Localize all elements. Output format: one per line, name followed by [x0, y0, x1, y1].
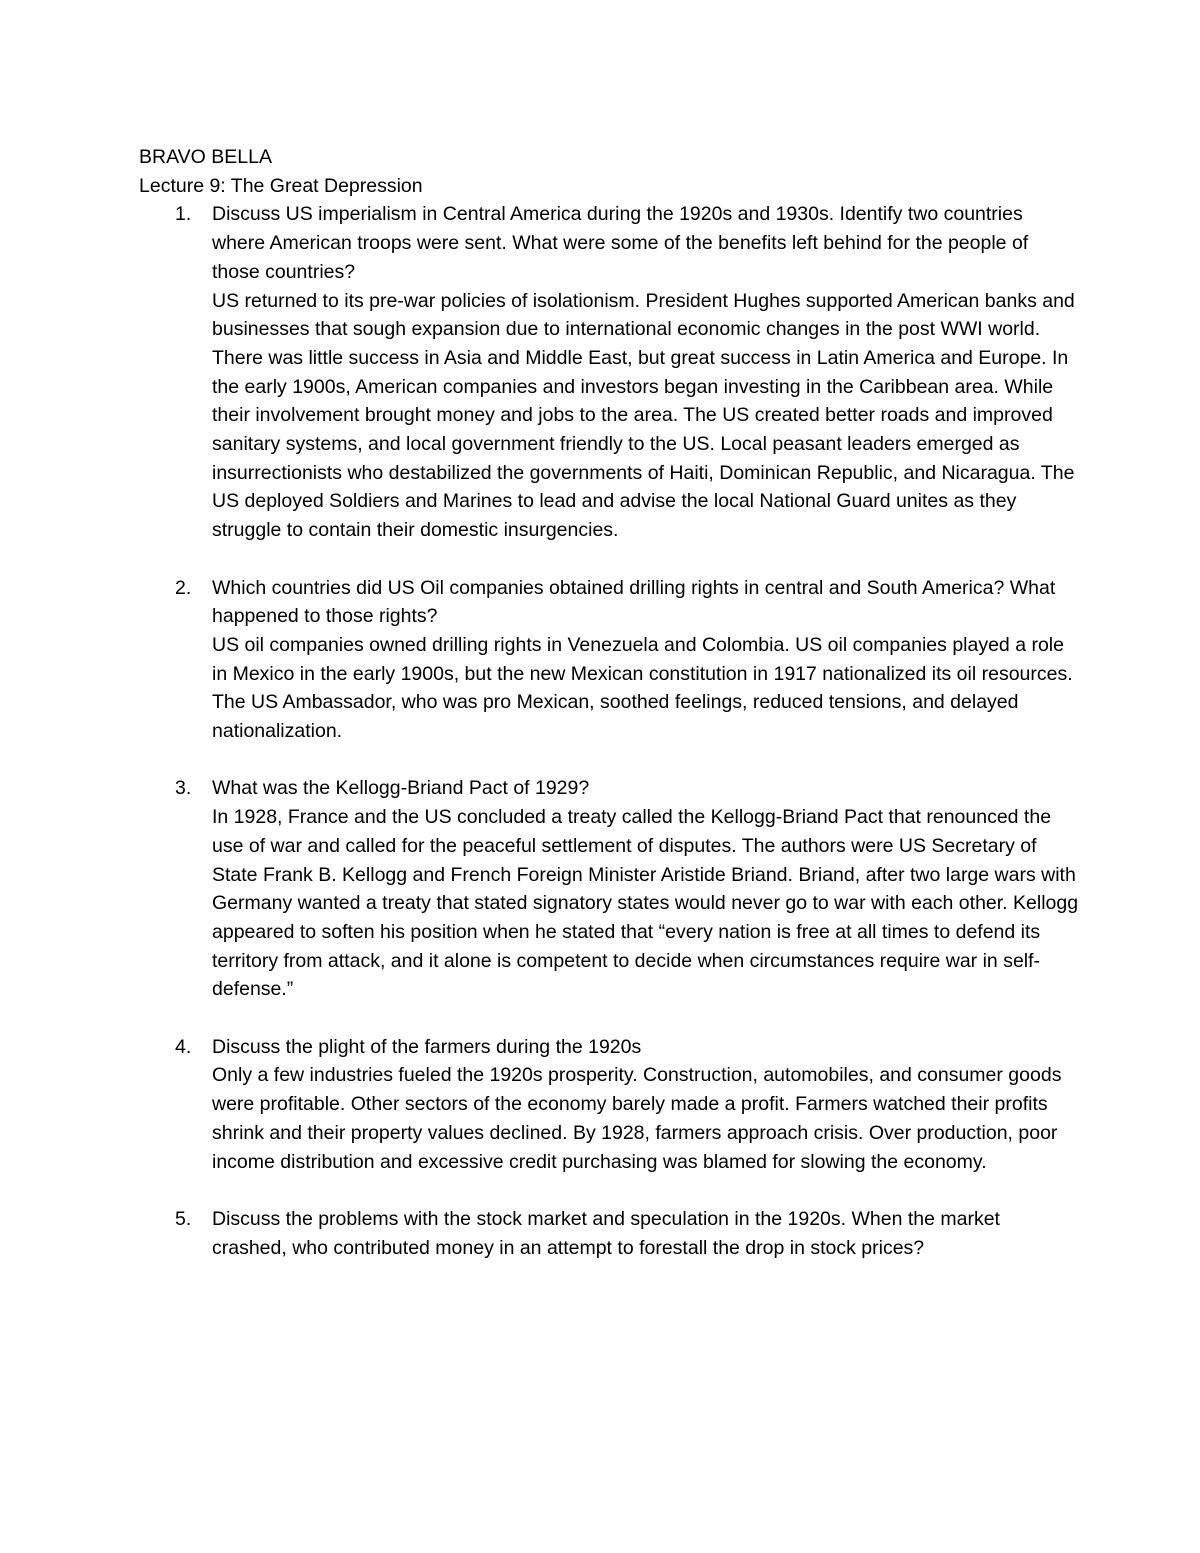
lecture-title: Lecture 9: The Great Depression: [139, 174, 423, 197]
author-name: BRAVO BELLA: [139, 146, 272, 168]
question-item-5: [139, 1205, 1079, 1262]
question-text: Discuss the plight of the farmers during the 1920s: [212, 1035, 642, 1058]
question-list: [139, 200, 1079, 1262]
question-text: What was the Kellogg-Briand Pact of 1929?: [212, 777, 590, 800]
question-item-3: [139, 774, 1079, 1004]
question-number: 4.: [175, 1035, 192, 1058]
question-item-2: [139, 574, 1079, 746]
question-number: 2.: [175, 576, 192, 599]
document-body: [139, 143, 1079, 1262]
answer-text: US oil companies owned drilling rights in Venezuela and Colombia. US oil companies played a role in Mexico in the early 1900s, but the new Mexican constitution in 1917 nationalized its oil resources. The US Ambassador, who was pro Mexican, soothed feelings, reduced tensions, and delayed nationalization.: [212, 633, 1073, 743]
question-item-4: [139, 1033, 1079, 1177]
question-item-1: [139, 200, 1079, 544]
question-number: 3.: [175, 777, 192, 800]
question-text: Discuss US imperialism in Central America during the 1920s and 1930s. Identify two countries where American troops were sent. What were some of the benefits left behind for the people of those countries?: [212, 203, 1029, 283]
question-text: Discuss the problems with the stock market and speculation in the 1920s. When the market crashed, who contributed money in an attempt to forestall the drop in stock prices?: [212, 1207, 1000, 1259]
question-number: 5.: [175, 1207, 192, 1230]
answer-text: US returned to its pre-war policies of isolationism. President Hughes supported American banks and businesses that sough expansion due to international economic changes in the post WWI world. There was little success in Asia and Middle East, but great success in Latin America and Europe. In the early 1900s, American companies and investors began investing in the Caribbean area. While their involvement brought money and jobs to the area. The US created better roads and improved sanitary systems, and local government friendly to the US. Local peasant leaders emerged as insurrectionists who destabilized the governments of Haiti, Dominican Republic, and Nicaragua. The US deployed Soldiers and Marines to lead and advise the local National Guard unites as they struggle to contain their domestic insurgencies.: [212, 289, 1075, 542]
answer-text: Only a few industries fueled the 1920s prosperity. Construction, automobiles, and consumer goods were profitable. Other sectors of the economy barely made a profit. Farmers watched their profits shrink and their property values declined. By 1928, farmers approach crisis. Over production, poor income distribution and excessive credit purchasing was blamed for slowing the economy.: [212, 1064, 1062, 1173]
answer-text: In 1928, France and the US concluded a treaty called the Kellogg-Briand Pact that renounced the use of war and called for the peaceful settlement of disputes. The authors were US Secretary of State Frank B. Kellogg and French Foreign Minister Aristide Briand. Briand, after two large wars with Germany wanted a treaty that stated signatory states would never go to war with each other. Kellogg appeared to soften his position when he stated that “every nation is free at all times to defend its territory from attack, and it alone is competent to decide when circumstances require war in self-defense.”: [212, 806, 1079, 1001]
question-number: 1.: [175, 203, 192, 226]
question-text: Which countries did US Oil companies obtained drilling rights in central and South America? What happened to those rights?: [212, 576, 1056, 628]
